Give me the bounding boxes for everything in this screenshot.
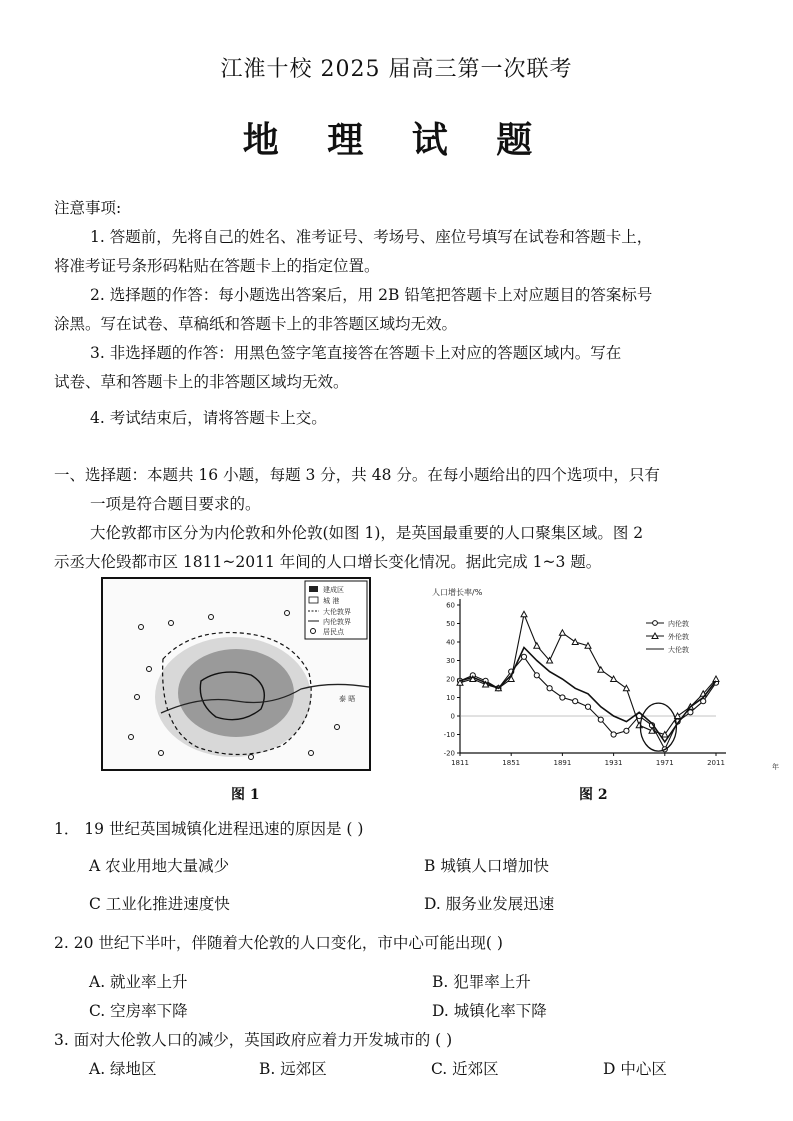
- x-axis-unit: 年: [772, 763, 779, 771]
- legend-label: 大伦敦: [668, 646, 689, 654]
- legend-greater-london-boundary: 大伦敦界: [323, 608, 351, 616]
- legend-port: 城 港: [323, 597, 340, 605]
- data-point: [636, 722, 642, 728]
- data-point: [534, 643, 540, 649]
- x-tick-label: 1851: [502, 759, 521, 767]
- legend-label: 外伦敦: [668, 633, 689, 641]
- y-tick-label: -20: [443, 749, 455, 758]
- notice-line: 将准考证号条形码粘贴在答题卡上的指定位置。: [54, 257, 380, 275]
- x-tick-label: 1971: [655, 759, 674, 767]
- question-3-option-c[interactable]: C. 近郊区: [431, 1060, 499, 1078]
- figure-2-caption: 图 2: [579, 787, 608, 803]
- x-tick-label: 1811: [451, 759, 469, 767]
- exam-title: 江淮十校 2025 届高三第一次联考: [220, 57, 573, 82]
- data-point: [713, 676, 719, 682]
- question-1-option-d[interactable]: D. 服务业发展迅速: [424, 895, 555, 913]
- series-line-1: [460, 657, 716, 750]
- legend-inner-london-boundary: 内伦敦界: [323, 618, 351, 626]
- figure-2-chart: [428, 583, 788, 773]
- data-point: [598, 717, 603, 722]
- question-3-option-b[interactable]: B. 远郊区: [259, 1060, 327, 1078]
- notice-line: 1. 答题前，先将自己的姓名、准考证号、考场号、座位号填写在试卷和答题卡上，: [90, 228, 653, 246]
- series-line-3: [460, 648, 716, 742]
- data-point: [623, 685, 629, 691]
- data-point: [547, 686, 552, 691]
- question-1-stem: 1． 19 世纪英国城镇化进程迅速的原因是 ( ): [54, 820, 364, 838]
- data-point: [560, 695, 565, 700]
- notice-line: 试卷、草和答题卡上的非答题区域均无效。: [54, 373, 349, 391]
- legend-label: 内伦敦: [668, 620, 689, 628]
- notice-line: 涂黑。写在试卷、草稿纸和答题卡上的非答题区域均无效。: [54, 315, 458, 333]
- y-tick-label: 0: [450, 712, 455, 721]
- data-point: [521, 654, 526, 659]
- notice-line: 2. 选择题的作答：每小题选出答案后，用 2B 铅笔把答题卡上对应题目的答案标号: [90, 286, 653, 304]
- data-point: [559, 630, 565, 636]
- data-point: [534, 673, 539, 678]
- intro-text: 大伦敦都市区分为内伦敦和外伦敦(如图 1)，是英国最重要的人口聚集区域。图 2: [90, 524, 644, 542]
- river-label: 泰 晤: [339, 695, 356, 703]
- data-point: [573, 699, 578, 704]
- legend-settlement: 居民点: [323, 628, 344, 636]
- question-2-option-d[interactable]: D. 城镇化率下降: [432, 1002, 547, 1020]
- y-axis-label: 人口增长率/%: [432, 588, 483, 597]
- section-heading: 一、选择题：本题共 16 小题，每题 3 分，共 48 分。在每小题给出的四个选项中，只有: [54, 466, 660, 484]
- y-tick-label: 10: [446, 694, 455, 702]
- question-1-option-a[interactable]: A 农业用地大量减少: [89, 857, 230, 875]
- y-tick-label: 60: [446, 601, 455, 610]
- subject-title: 地 理 试 题: [242, 119, 551, 161]
- data-point: [624, 728, 629, 733]
- x-tick-label: 1931: [604, 759, 623, 767]
- annotation-circle: [640, 703, 676, 751]
- notice-line: 4. 考试结束后，请将答题卡上交。: [90, 409, 327, 427]
- x-tick-label: 2011: [707, 759, 725, 767]
- y-tick-label: 30: [446, 657, 455, 665]
- data-point: [585, 704, 590, 709]
- y-tick-label: 20: [446, 675, 455, 684]
- notice-line: 3. 非选择题的作答：用黑色签字笔直接答在答题卡上对应的答题区域内。写在: [90, 344, 622, 362]
- figure-1-caption: 图 1: [231, 787, 260, 803]
- y-tick-label: 40: [446, 638, 455, 647]
- question-2-option-a[interactable]: A. 就业率上升: [89, 973, 188, 991]
- question-3-stem: 3. 面对大伦敦人口的减少，英国政府应着力开发城市的 ( ): [54, 1031, 453, 1049]
- notice-heading: 注意事项:: [54, 199, 122, 217]
- y-tick-label: 50: [446, 620, 455, 628]
- question-1-option-c[interactable]: C 工业化推进速度快: [89, 895, 230, 913]
- data-point: [611, 732, 616, 737]
- data-point: [688, 710, 693, 715]
- section-heading-cont: 一项是符合题目要求的。: [90, 495, 261, 513]
- intro-text: 示丞大伦毁都市区 1811~2011 年间的人口增长变化情况。据此完成 1~3 题。: [54, 553, 602, 571]
- legend-built-up: 建成区: [323, 586, 344, 594]
- question-1-option-b[interactable]: B 城镇人口增加快: [424, 857, 549, 875]
- figure-1-map: [101, 577, 371, 771]
- question-2-stem: 2. 20 世纪下半叶，伴随着大伦敦的人口变化，市中心可能出现( ): [54, 934, 503, 952]
- y-tick-label: -10: [443, 731, 455, 739]
- question-2-option-c[interactable]: C. 空房率下降: [89, 1002, 188, 1020]
- legend-marker: [653, 621, 658, 626]
- question-2-option-b[interactable]: B. 犯罪率上升: [432, 973, 531, 991]
- question-3-option-a[interactable]: A. 绿地区: [89, 1060, 157, 1078]
- x-tick-label: 1891: [553, 759, 572, 767]
- data-point: [521, 611, 527, 617]
- data-point: [598, 667, 604, 673]
- question-3-option-d[interactable]: D 中心区: [603, 1060, 667, 1078]
